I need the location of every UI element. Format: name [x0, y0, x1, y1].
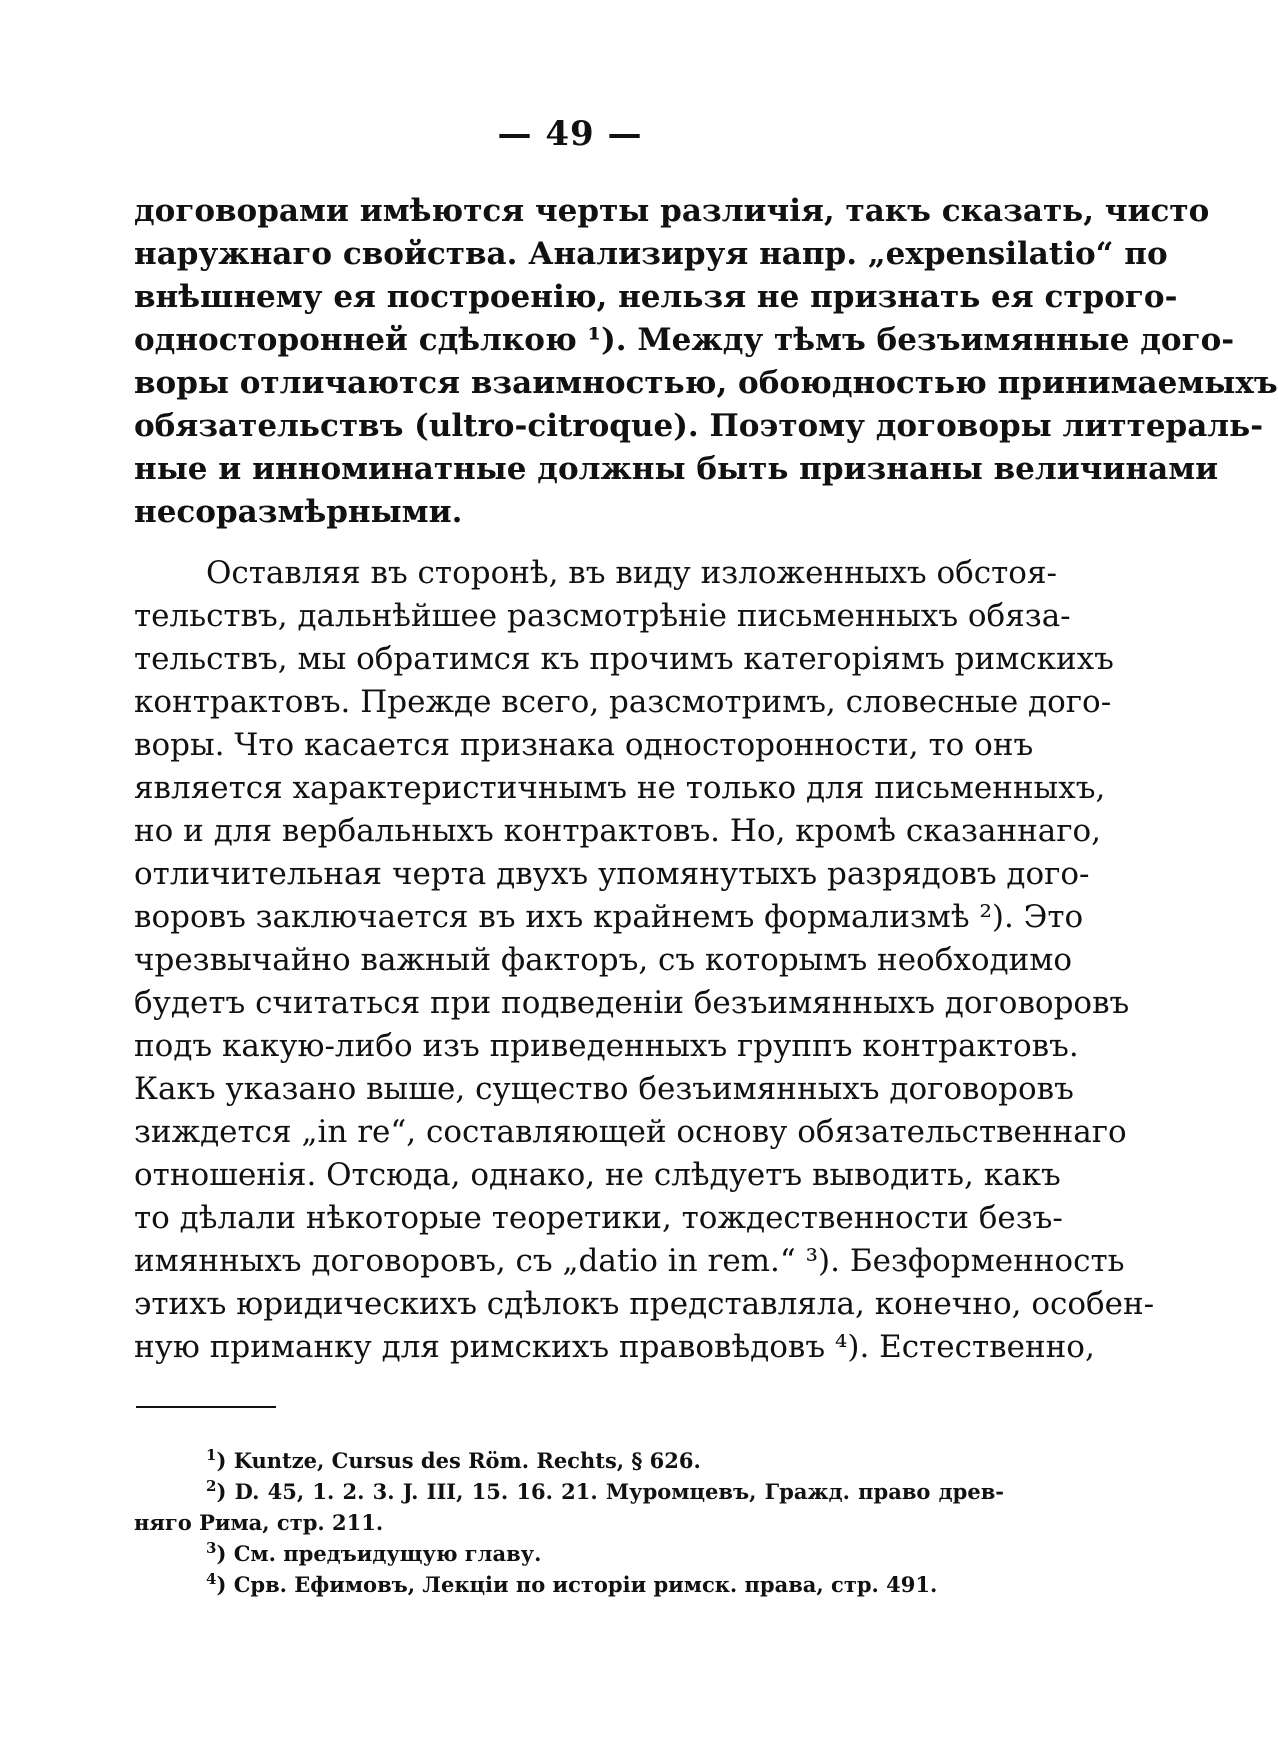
text-line: обязательствъ (ultro-citroque). Поэтому договоры литтераль-: [134, 408, 1264, 444]
footnote-text: $^2$) D. 45, 1. 2. 3. J. III, 15. 16. 21. Муромцевъ, Гражд. право древ-: [206, 1477, 1005, 1504]
text-line: но и для вербальныхъ контрактовъ. Но, кромѣ сказаннаго,: [134, 813, 1102, 849]
text-line: воровъ заключается въ ихъ крайнемъ формализмѣ ²). Это: [134, 899, 1084, 935]
text-line: внѣшнему ея построенію, нельзя не признать ея строго-: [134, 279, 1178, 315]
text-line: ную приманку для римскихъ правовѣдовъ ⁴). Естественно,: [134, 1329, 1095, 1365]
text-line: тельствъ, дальнѣйшее разсмотрѣніе письменныхъ обяза-: [134, 598, 1071, 634]
text-line: то дѣлали нѣкоторые теоретики, тождественности безъ-: [134, 1200, 1063, 1236]
text-line: воры. Что касается признака односторонности, то онъ: [134, 727, 1034, 763]
text-line: будетъ считаться при подведеніи безъимянныхъ договоровъ: [134, 985, 1130, 1021]
footnote-4: [134, 1569, 1004, 1600]
text-line: является характеристичнымъ не только для письменныхъ,: [134, 770, 1106, 806]
text-line: имянныхъ договоровъ, съ „datio in rem.“ ³). Безформенность: [134, 1243, 1125, 1279]
text-line: чрезвычайно важный факторъ, съ которымъ необходимо: [134, 942, 1073, 978]
footnote-1: [134, 1445, 1004, 1476]
footnote-text: $^4$) Срв. Ефимовъ, Лекціи по исторіи римск. права, стр. 491.: [206, 1570, 938, 1597]
text-line: воры отличаются взаимностью, обоюдностью принимаемыхъ: [134, 365, 1278, 401]
paragraph-continued: [134, 190, 1278, 534]
footnote-line: См. предъидущую главу.: [233, 1541, 542, 1566]
footnote-divider: [136, 1406, 276, 1408]
footnote-line: D. 45, 1. 2. 3. J. III, 15. 16. 21. Муромцевъ, Гражд. право древ-: [234, 1479, 1005, 1504]
text-line: наружнаго свойства. Анализируя напр. „expensilatio“ по: [134, 236, 1168, 272]
footnote-text: $^3$) См. предъидущую главу.: [206, 1539, 542, 1566]
text-line: подъ какую-либо изъ приведенныхъ группъ контрактовъ.: [134, 1028, 1079, 1064]
text-line: отношенія. Отсюда, однако, не слѣдуетъ выводить, какъ: [134, 1157, 1061, 1193]
text-line: договорами имѣются черты различія, такъ сказать, чисто: [134, 193, 1210, 229]
footnote-marker: 1: [206, 1446, 217, 1464]
footnote-text: $^1$) Kuntze, Cursus des Röm. Rechts, § 626.: [206, 1446, 701, 1473]
footnote-3: [134, 1538, 1004, 1569]
text-line: Оставляя въ сторонѣ, въ виду изложенныхъ обстоя-: [206, 555, 1058, 591]
footnote-marker: 3: [206, 1539, 217, 1557]
footnote-2: [134, 1476, 1004, 1538]
text-line: зиждется „in re“, составляющей основу обязательственнаго: [134, 1114, 1127, 1150]
text-line: односторонней сдѣлкою ¹). Между тѣмъ безъимянные дого-: [134, 322, 1235, 358]
text-line: тельствъ, мы обратимся къ прочимъ категоріямъ римскихъ: [134, 641, 1114, 677]
text-line: отличительная черта двухъ упомянутыхъ разрядовъ дого-: [134, 856, 1090, 892]
footnote-marker: 4: [206, 1570, 217, 1588]
text-line: контрактовъ. Прежде всего, разсмотримъ, словесные дого-: [134, 684, 1112, 720]
footnote-line: Kuntze, Cursus des Röm. Rechts, § 626.: [233, 1448, 701, 1473]
paragraph-main: [134, 552, 1155, 1369]
page-number: — 49 —: [497, 114, 643, 154]
text-line: несоразмѣрными.: [134, 494, 463, 530]
footnote-line: Срв. Ефимовъ, Лекціи по исторіи римск. права, стр. 491.: [233, 1572, 938, 1597]
footnotes: [134, 1445, 1004, 1600]
text-line: Какъ указано выше, существо безъимянныхъ договоровъ: [134, 1071, 1074, 1107]
footnote-line: няго Рима, стр. 211.: [134, 1510, 384, 1535]
text-line: ные и инноминатные должны быть признаны величинами: [134, 451, 1219, 487]
text-line: этихъ юридическихъ сдѣлокъ представляла, конечно, особен-: [134, 1286, 1155, 1322]
footnote-marker: 2: [206, 1477, 217, 1495]
